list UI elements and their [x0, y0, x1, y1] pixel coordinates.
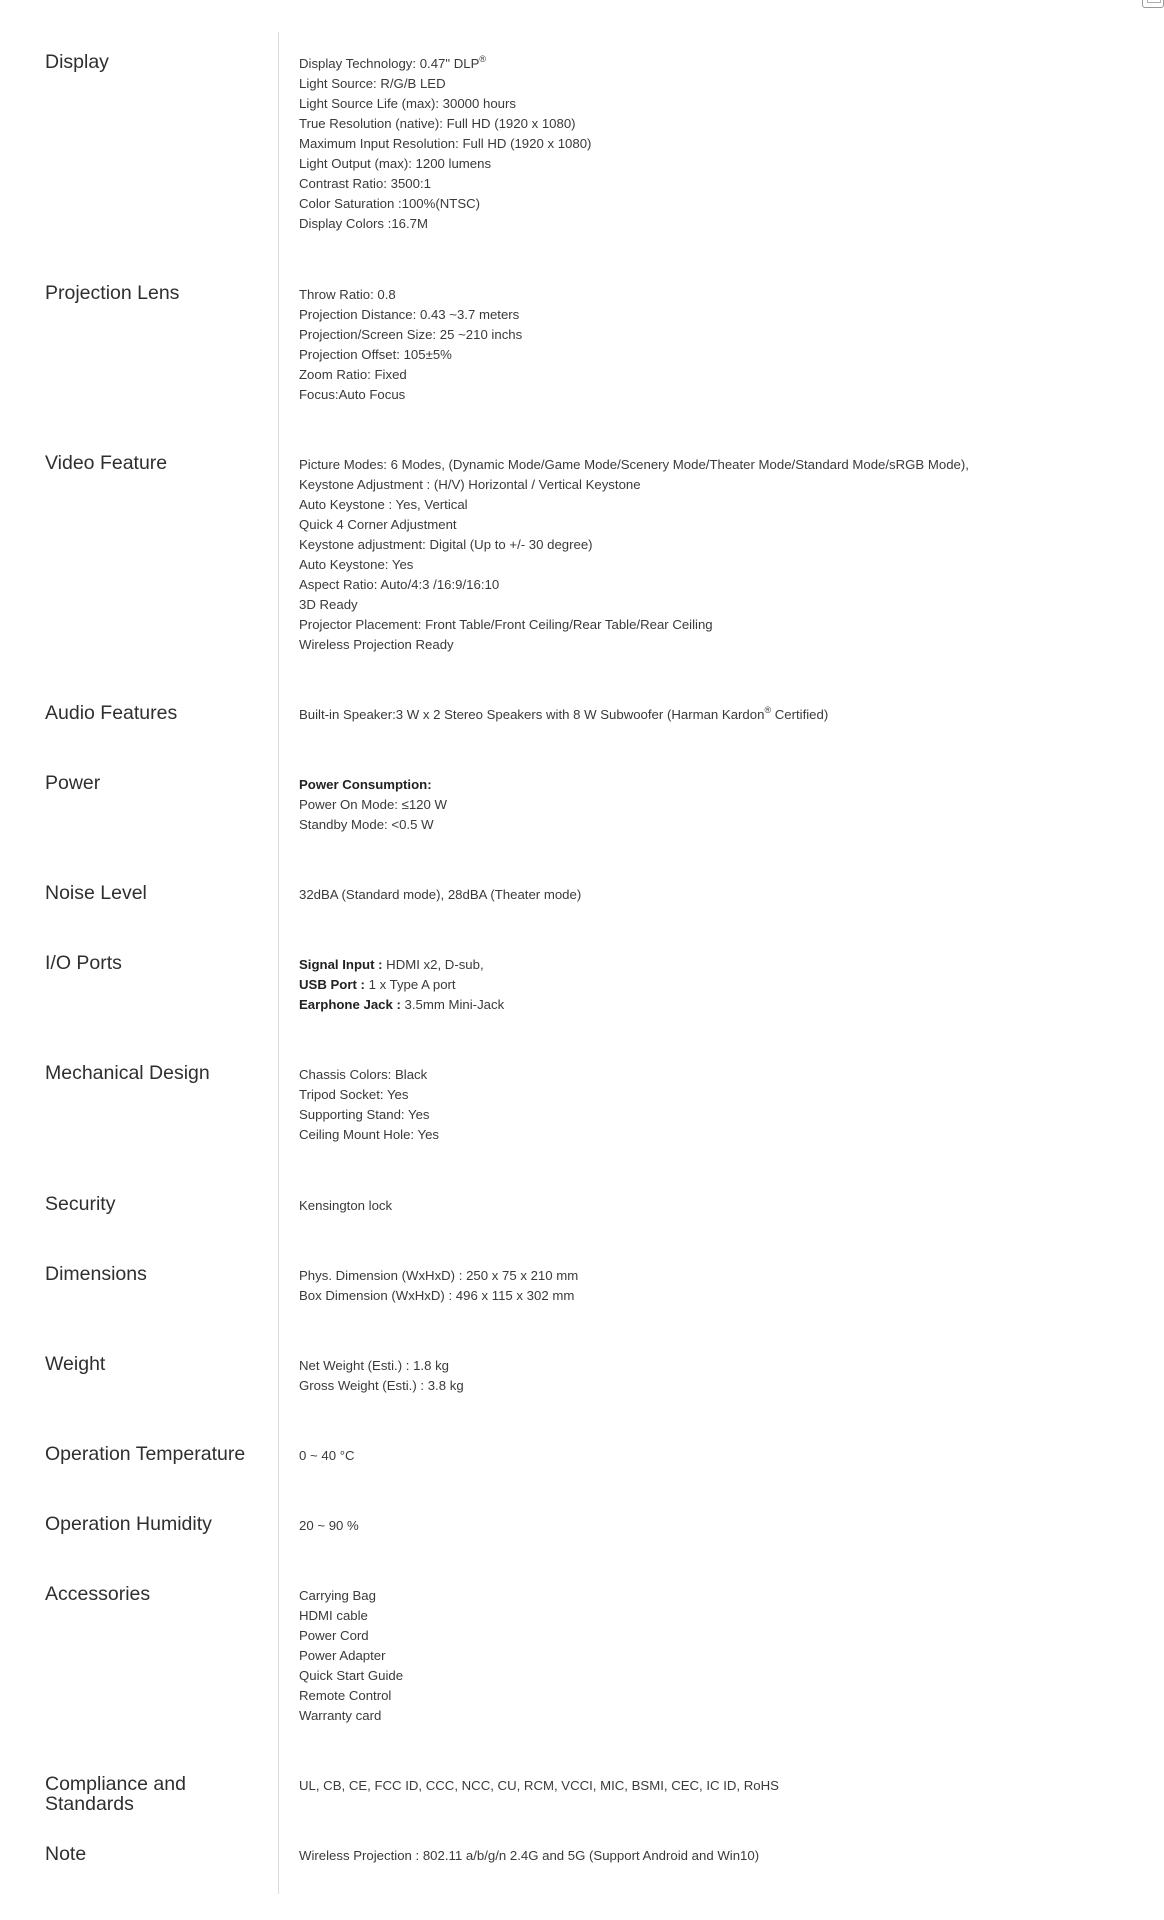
spec-line — [299, 365, 1149, 385]
spec-line — [299, 575, 1149, 595]
spec-line — [299, 1376, 1149, 1396]
spec-line-text: HDMI cable — [299, 1608, 368, 1623]
spec-value-list — [299, 1776, 1149, 1796]
spec-line — [299, 455, 1149, 475]
spec-line — [299, 885, 1149, 905]
spec-line-text: Chassis Colors: Black — [299, 1067, 428, 1082]
spec-line-text: Light Source: R/G/B LED — [299, 76, 446, 91]
spec-line-text: Throw Ratio: 0.8 — [299, 287, 396, 302]
spec-line-text: True Resolution (native): Full HD (1920 x 1080) — [299, 116, 576, 131]
spec-label: I/O Ports — [45, 952, 122, 974]
spec-line-text: Color Saturation :100%(NTSC) — [299, 196, 481, 211]
spec-value-list — [299, 1446, 1149, 1466]
spec-label: Note — [45, 1843, 87, 1865]
spec-label: Accessories — [45, 1583, 151, 1605]
spec-line-text: Light Source Life (max): 30000 hours — [299, 96, 516, 111]
spec-line — [299, 345, 1149, 365]
spec-line — [299, 1686, 1149, 1706]
spec-value-list — [299, 285, 1149, 405]
spec-line-text: Quick 4 Corner Adjustment — [299, 517, 457, 532]
spec-line-text: Auto Keystone: Yes — [299, 557, 414, 572]
spec-line — [299, 1666, 1149, 1686]
spec-label: Audio Features — [45, 702, 178, 724]
spec-line-key: Earphone Jack : — [299, 997, 401, 1012]
spec-line — [299, 1626, 1149, 1646]
spec-line-text: Maximum Input Resolution: Full HD (1920 x 1080) — [299, 136, 592, 151]
spec-line — [299, 615, 1149, 635]
spec-line-text: 20 ~ 90 % — [299, 1518, 359, 1533]
spec-line-text: Projector Placement: Front Table/Front Ceiling/Rear Table/Rear Ceiling — [299, 617, 713, 632]
spec-line-key: Signal Input : — [299, 957, 383, 972]
spec-value-list — [299, 54, 1149, 234]
spec-line-text: Warranty card — [299, 1708, 382, 1723]
spec-value-list — [299, 1516, 1149, 1536]
spec-value-list — [299, 1846, 1149, 1866]
spec-line — [299, 635, 1149, 655]
spec-line — [299, 1286, 1149, 1306]
spec-line-text: Zoom Ratio: Fixed — [299, 367, 407, 382]
spec-label: Video Feature — [45, 452, 168, 474]
spec-line — [299, 54, 1149, 74]
spec-label: Mechanical Design — [45, 1062, 210, 1084]
spec-line-key: USB Port : — [299, 977, 365, 992]
spec-line-text: Carrying Bag — [299, 1588, 376, 1603]
spec-line-text: Kensington lock — [299, 1198, 393, 1213]
spec-line — [299, 1586, 1149, 1606]
spec-line — [299, 515, 1149, 535]
spec-line — [299, 325, 1149, 345]
spec-line — [299, 1516, 1149, 1536]
spec-line — [299, 475, 1149, 495]
spec-line — [299, 285, 1149, 305]
spec-line — [299, 174, 1149, 194]
spec-value-list — [299, 1065, 1149, 1145]
spec-line-text: Ceiling Mount Hole: Yes — [299, 1127, 440, 1142]
spec-line-text: Built-in Speaker:3 W x 2 Stereo Speakers with 8 W Subwoofer (Harman Kardon — [299, 707, 765, 722]
spec-line-text: Keystone Adjustment : (H/V) Horizontal / Vertical Keystone — [299, 477, 641, 492]
spec-line — [299, 1646, 1149, 1666]
spec-line-text: Projection/Screen Size: 25 ~210 inchs — [299, 327, 523, 342]
spec-value-list — [299, 775, 1149, 835]
spec-line-text: Auto Keystone : Yes, Vertical — [299, 497, 468, 512]
spec-line — [299, 305, 1149, 325]
spec-line-text: Picture Modes: 6 Modes, (Dynamic Mode/Game Mode/Scenery Mode/Theater Mode/Standard Mode/sRGB Mode), — [299, 457, 969, 472]
spec-label: Projection Lens — [45, 282, 180, 304]
spec-line — [299, 1606, 1149, 1626]
spec-line — [299, 775, 1149, 795]
spec-line — [299, 94, 1149, 114]
spec-line — [299, 1085, 1149, 1105]
spec-label: Noise Level — [45, 882, 147, 904]
spec-value-list — [299, 705, 1149, 725]
spec-line — [299, 194, 1149, 214]
spec-label: Weight — [45, 1353, 106, 1375]
spec-line-text: Box Dimension (WxHxD) : 496 x 115 x 302 mm — [299, 1288, 575, 1303]
spec-line-text: Tripod Socket: Yes — [299, 1087, 409, 1102]
spec-line-text: Light Output (max): 1200 lumens — [299, 156, 492, 171]
spec-line — [299, 1196, 1149, 1216]
spec-line-text: Standby Mode: <0.5 W — [299, 817, 434, 832]
spec-line-text: Supporting Stand: Yes — [299, 1107, 430, 1122]
spec-line — [299, 1846, 1149, 1866]
spec-value-list — [299, 1586, 1149, 1726]
spec-label: Power — [45, 772, 101, 794]
spec-line — [299, 1356, 1149, 1376]
spec-line-text: Wireless Projection Ready — [299, 637, 454, 652]
spec-line — [299, 385, 1149, 405]
registered-mark: ® — [764, 705, 772, 715]
spec-line — [299, 1065, 1149, 1085]
spec-line-text: HDMI x2, D-sub, — [382, 957, 484, 972]
spec-line-text: 0 ~ 40 °C — [299, 1448, 355, 1463]
spec-line-text: Aspect Ratio: Auto/4:3 /16:9/16:10 — [299, 577, 500, 592]
spec-line-text: UL, CB, CE, FCC ID, CCC, NCC, CU, RCM, VCCI, MIC, BSMI, CEC, IC ID, RoHS — [299, 1778, 779, 1793]
column-divider — [278, 32, 279, 1894]
spec-line-text: 3D Ready — [299, 597, 358, 612]
spec-line — [299, 1105, 1149, 1125]
registered-mark: ® — [479, 54, 487, 64]
spec-label: Operation Temperature — [45, 1443, 246, 1465]
spec-line-text: Power On Mode: ≤120 W — [299, 797, 447, 812]
spec-line-text: 32dBA (Standard mode), 28dBA (Theater mode) — [299, 887, 582, 902]
spec-line-text: 3.5mm Mini-Jack — [400, 997, 505, 1012]
spec-line-text: Wireless Projection : 802.11 a/b/g/n 2.4G and 5G (Support Android and Win10) — [299, 1848, 760, 1863]
spec-line — [299, 995, 1149, 1015]
spec-line — [299, 815, 1149, 835]
spec-value-list — [299, 455, 1149, 655]
spec-line-text: Projection Offset: 105±5% — [299, 347, 452, 362]
spec-line-text: Keystone adjustment: Digital (Up to +/- 30 degree) — [299, 537, 593, 552]
spec-label: Security — [45, 1193, 116, 1215]
spec-line — [299, 955, 1149, 975]
spec-line — [299, 495, 1149, 515]
spec-line-text-after: Certified) — [771, 707, 829, 722]
spec-label: Display — [45, 51, 109, 73]
spec-line — [299, 1446, 1149, 1466]
spec-line — [299, 114, 1149, 134]
spec-line-text: Projection Distance: 0.43 ~3.7 meters — [299, 307, 520, 322]
spec-line-text: Display Technology: 0.47" DLP — [299, 56, 480, 71]
window-corner-icon — [1142, 0, 1164, 8]
spec-line-text: Focus:Auto Focus — [299, 387, 406, 402]
spec-line-text: Contrast Ratio: 3500:1 — [299, 176, 431, 191]
spec-line-text: Power Cord — [299, 1628, 369, 1643]
spec-line-text: Net Weight (Esti.) : 1.8 kg — [299, 1358, 450, 1373]
spec-line-text: Power Adapter — [299, 1648, 386, 1663]
spec-line-text: Phys. Dimension (WxHxD) : 250 x 75 x 210 mm — [299, 1268, 579, 1283]
spec-label: Dimensions — [45, 1263, 147, 1285]
spec-line-key: Power Consumption: — [299, 777, 432, 792]
spec-line — [299, 795, 1149, 815]
spec-line — [299, 595, 1149, 615]
spec-line — [299, 154, 1149, 174]
spec-line — [299, 1776, 1149, 1796]
spec-line-text: Remote Control — [299, 1688, 392, 1703]
spec-line-text: 1 x Type A port — [364, 977, 456, 992]
spec-line — [299, 535, 1149, 555]
spec-line — [299, 74, 1149, 94]
spec-value-list — [299, 1266, 1149, 1306]
spec-line — [299, 1266, 1149, 1286]
spec-line-text: Gross Weight (Esti.) : 3.8 kg — [299, 1378, 464, 1393]
spec-line — [299, 1706, 1149, 1726]
spec-value-list — [299, 885, 1149, 905]
spec-line — [299, 1125, 1149, 1145]
spec-line — [299, 705, 1149, 725]
spec-line — [299, 134, 1149, 154]
spec-label: Compliance and Standards — [45, 1773, 186, 1815]
spec-value-list — [299, 1356, 1149, 1396]
spec-line — [299, 555, 1149, 575]
spec-label: Operation Humidity — [45, 1513, 212, 1535]
spec-line — [299, 975, 1149, 995]
spec-value-list — [299, 955, 1149, 1015]
spec-value-list — [299, 1196, 1149, 1216]
spec-line — [299, 214, 1149, 234]
spec-line-text: Display Colors :16.7M — [299, 216, 428, 231]
spec-line-text: Quick Start Guide — [299, 1668, 404, 1683]
